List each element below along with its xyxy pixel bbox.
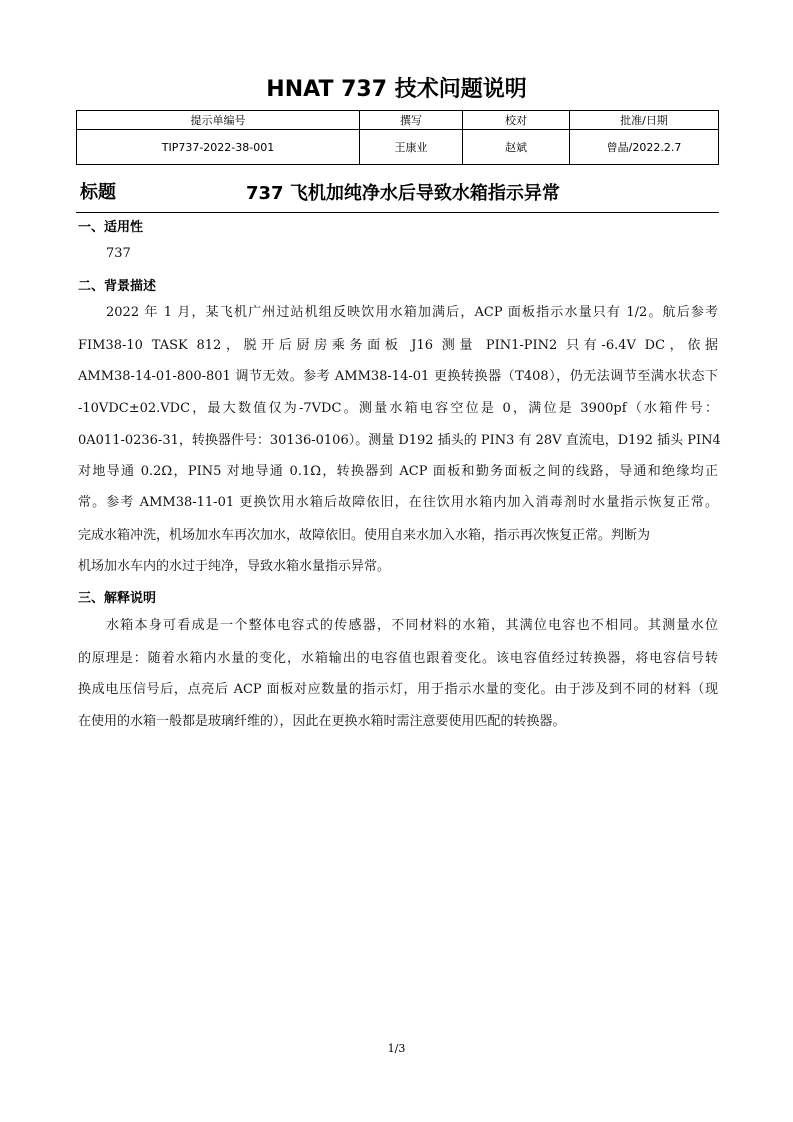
section-heading-applicability: 一、适用性 (78, 220, 144, 235)
subject-row (76, 176, 719, 213)
meta-value-row (77, 130, 719, 165)
section-heading-explanation: 三、解释说明 (78, 591, 157, 606)
header-approval-date: 批准/日期 (570, 111, 719, 130)
background-line: AMM38-14-01-800-801 调节无效。参考 AMM38-14-01 更换转换器（T408），仍无法调节至满水状态下 (78, 369, 718, 384)
approval-date-value: 曾晶/2022.2.7 (570, 130, 719, 165)
background-line: 对地导通 0.2Ω，PIN5 对地导通 0.1Ω，转换器到 ACP 面板和勤务面板之间的线路，导通和绝缘均正 (78, 464, 718, 479)
page-number: 1/3 (387, 1042, 406, 1055)
section-heading-background: 二、背景描述 (78, 279, 157, 294)
explanation-line: 水箱本身可看成是一个整体电容式的传感器，不同材料的水箱，其满位电容也不相同。其测量水位 (106, 618, 718, 633)
tip-number-value: TIP737-2022-38-001 (77, 130, 360, 165)
background-line: 机场加水车内的水过于纯净，导致水箱水量指示异常。 (78, 559, 391, 574)
author-value: 王康业 (360, 130, 463, 165)
background-line: 常。参考 AMM38-11-01 更换饮用水箱后故障依旧，在往饮用水箱内加入消毒剂时水量指示恢复正常。 (78, 495, 718, 510)
document-meta-table (76, 110, 719, 165)
background-line: 0A011-0236-31，转换器件号：30136-0106）。测量 D192 插头的 PIN3 有 28V 直流电，D192 插头 PIN4 (78, 433, 721, 448)
explanation-line: 在使用的水箱一般都是玻璃纤维的），因此在更换水箱时需注意要使用匹配的转换器。 (78, 714, 566, 729)
meta-header-row (77, 111, 719, 130)
background-line: -10VDC±02.VDC，最大数值仅为-7VDC。测量水箱电容空位是 0，满位是 3900pf（水箱件号： (78, 401, 718, 416)
header-tip-number: 提示单编号 (77, 111, 360, 130)
background-line: 完成水箱冲洗，机场加水车再次加水，故障依旧。使用自来水加入水箱，指示再次恢复正常。判断为 (78, 528, 651, 543)
background-line: FIM38-10 TASK 812，脱开后厨房乘务面板 J16 测量 PIN1-PIN2 只有-6.4V DC，依据 (78, 338, 718, 353)
reviewer-value: 赵斌 (463, 130, 570, 165)
background-line: 2022 年 1 月，某飞机广州过站机组反映饮用水箱加满后，ACP 面板指示水量只有 1/2。航后参考 (106, 305, 718, 320)
header-reviewer: 校对 (463, 111, 570, 130)
explanation-line: 的原理是：随着水箱内水量的变化，水箱输出的电容值也跟着变化。该电容值经过转换器，将电容信号转 (78, 651, 718, 666)
subject-title: 737 飞机加纯净水后导致水箱指示异常 (246, 183, 560, 204)
applicability-text: 737 (106, 246, 131, 261)
explanation-line: 换成电压信号后，点亮后 ACP 面板对应数量的指示灯，用于指示水量的变化。由于涉及到不同的材料（现 (78, 682, 718, 697)
header-author: 撰写 (360, 111, 463, 130)
document-title: HNAT 737 技术问题说明 (266, 77, 527, 102)
subject-label: 标题 (80, 182, 116, 203)
